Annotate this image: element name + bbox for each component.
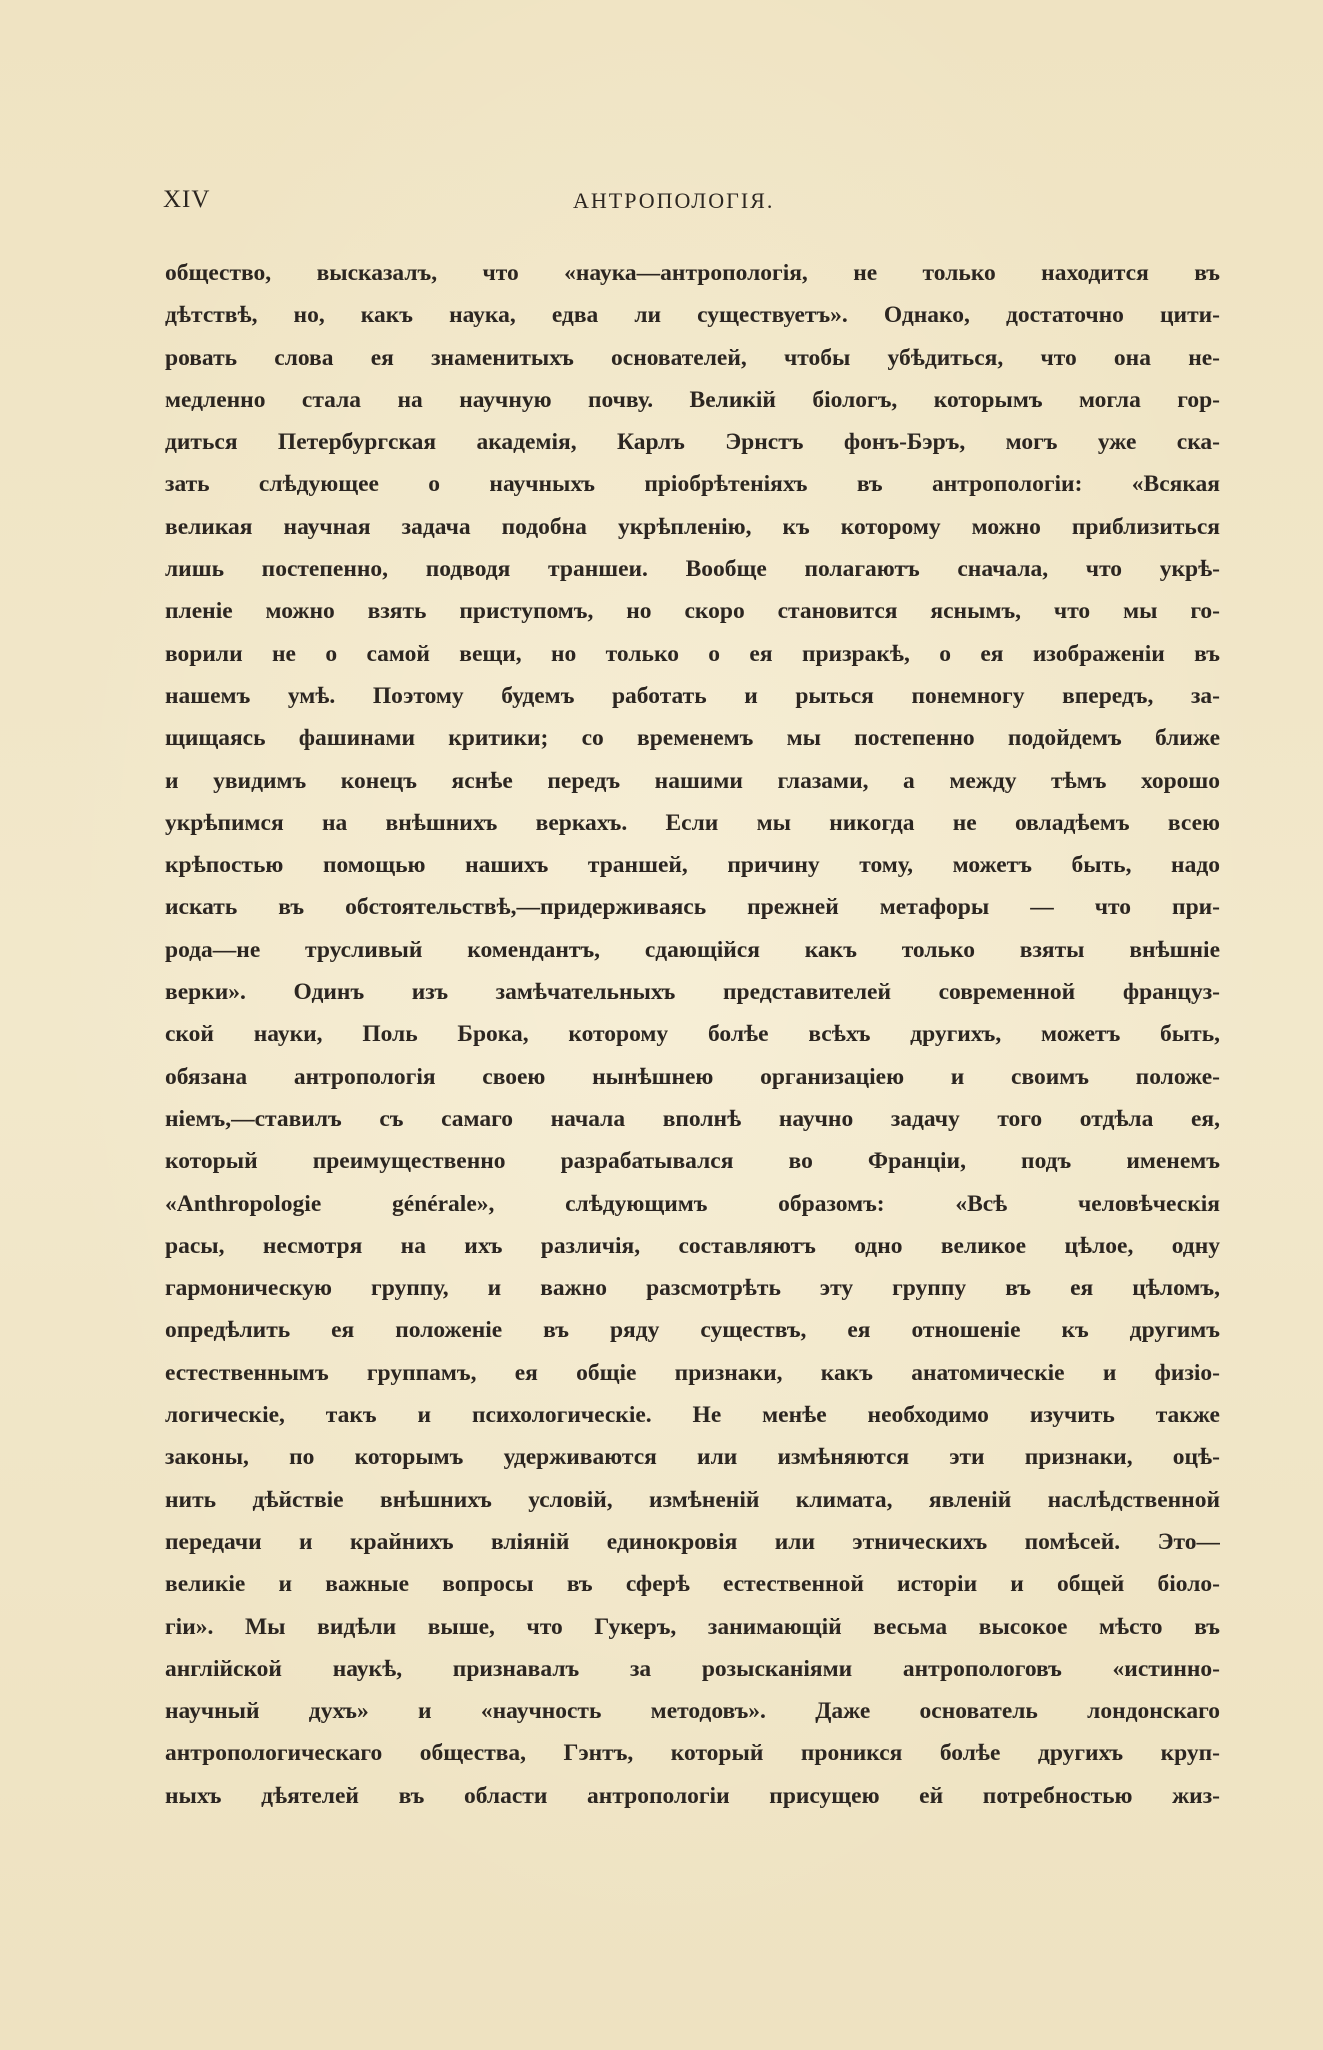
text-line: научный духъ» и «научность методовъ». Даже основатель лондонскаго [165,1698,1220,1725]
text-line: пленіе можно взять приступомъ, но скоро становится яснымъ, что мы го- [165,598,1220,625]
text-line: ныхъ дѣятелей въ области антропологіи присущею ей потребностью жиз- [165,1782,1220,1809]
page-number: XIV [163,186,211,213]
text-line: рода—не трусливый комендантъ, сдающійся какъ только взяты внѣшніе [165,936,1220,963]
text-line: «Anthropologie générale», слѣдующимъ образомъ: «Всѣ человѣческія [165,1190,1220,1217]
text-line: зать слѣдующее о научныхъ пріобрѣтеніяхъ въ антропологіи: «Всякая [165,471,1220,498]
text-line: обязана антропологія своею нынѣшнею организаціею и своимъ положе- [165,1063,1220,1090]
text-line: великіе и важные вопросы въ сферѣ естественной исторіи и общей біоло- [165,1571,1220,1598]
running-head: АНТРОПОЛОГІЯ. [573,188,775,213]
text-line: ской науки, Поль Брока, которому болѣе всѣхъ другихъ, можетъ быть, [165,1021,1220,1048]
text-line: передачи и крайнихъ вліяній единокровія или этническихъ помѣсей. Это— [165,1528,1220,1555]
text-line: медленно стала на научную почву. Великій біологъ, которымъ могла гор- [165,386,1220,413]
text-line: антропологическаго общества, Гэнтъ, который проникся болѣе другихъ круп- [165,1740,1220,1767]
text-line: крѣпостью помощью нашихъ траншей, причину тому, можетъ быть, надо [165,852,1220,879]
text-line: ворили не о самой вещи, но только о ея призракѣ, о ея изображеніи въ [165,640,1220,667]
text-line: ровать слова ея знаменитыхъ основателей, чтобы убѣдиться, что она не- [165,344,1220,371]
page-header [163,186,1218,220]
text-line: ніемъ,—ставилъ съ самаго начала вполнѣ научно задачу того отдѣла ея, [165,1105,1220,1132]
text-line: логическіе, такъ и психологическіе. Не менѣе необходимо изучить также [165,1402,1220,1429]
text-line: который преимущественно разрабатывался во Франціи, подъ именемъ [165,1148,1220,1175]
text-line: опредѣлить ея положеніе въ ряду существъ, ея отношеніе къ другимъ [165,1317,1220,1344]
text-line: законы, по которымъ удерживаются или измѣняются эти признаки, оцѣ- [165,1444,1220,1471]
text-line: верки». Одинъ изъ замѣчательныхъ представителей современной француз- [165,979,1220,1006]
text-line: англійской наукѣ, признавалъ за розысканіями антропологовъ «истинно- [165,1655,1220,1682]
text-line: нить дѣйствіе внѣшнихъ условій, измѣненій климата, явленій наслѣдственной [165,1486,1220,1513]
text-line: лишь постепенно, подводя траншеи. Вообще полагаютъ сначала, что укрѣ- [165,556,1220,583]
body-text [165,252,1220,1817]
text-line: щищаясь фашинами критики; со временемъ мы постепенно подойдемъ ближе [165,725,1220,752]
text-line: искать въ обстоятельствѣ,—придерживаясь прежней метафоры — что при- [165,894,1220,921]
text-line: диться Петербургская академія, Карлъ Эрнстъ фонъ-Бэръ, могъ уже ска- [165,429,1220,456]
text-line: и увидимъ конецъ яснѣе передъ нашими глазами, а между тѣмъ хорошо [165,767,1220,794]
text-line: дѣтствѣ, но, какъ наука, едва ли существуетъ». Однако, достаточно цити- [165,302,1220,329]
text-line: естественнымъ группамъ, ея общіе признаки, какъ анатомическіе и физіо- [165,1359,1220,1386]
text-line: укрѣпимся на внѣшнихъ веркахъ. Если мы никогда не овладѣемъ всею [165,809,1220,836]
text-line: общество, высказалъ, что «наука—антропологія, не только находится въ [165,260,1220,286]
text-line: расы, несмотря на ихъ различія, составляютъ одно великое цѣлое, одну [165,1232,1220,1259]
text-line: гіи». Мы видѣли выше, что Гукеръ, занимающій весьма высокое мѣсто въ [165,1613,1220,1640]
text-line: нашемъ умѣ. Поэтому будемъ работать и рыться понемногу впередъ, за- [165,682,1220,709]
text-line: великая научная задача подобна укрѣпленію, къ которому можно приблизиться [165,513,1220,540]
text-line: гармоническую группу, и важно разсмотрѣть эту группу въ ея цѣломъ, [165,1275,1220,1302]
